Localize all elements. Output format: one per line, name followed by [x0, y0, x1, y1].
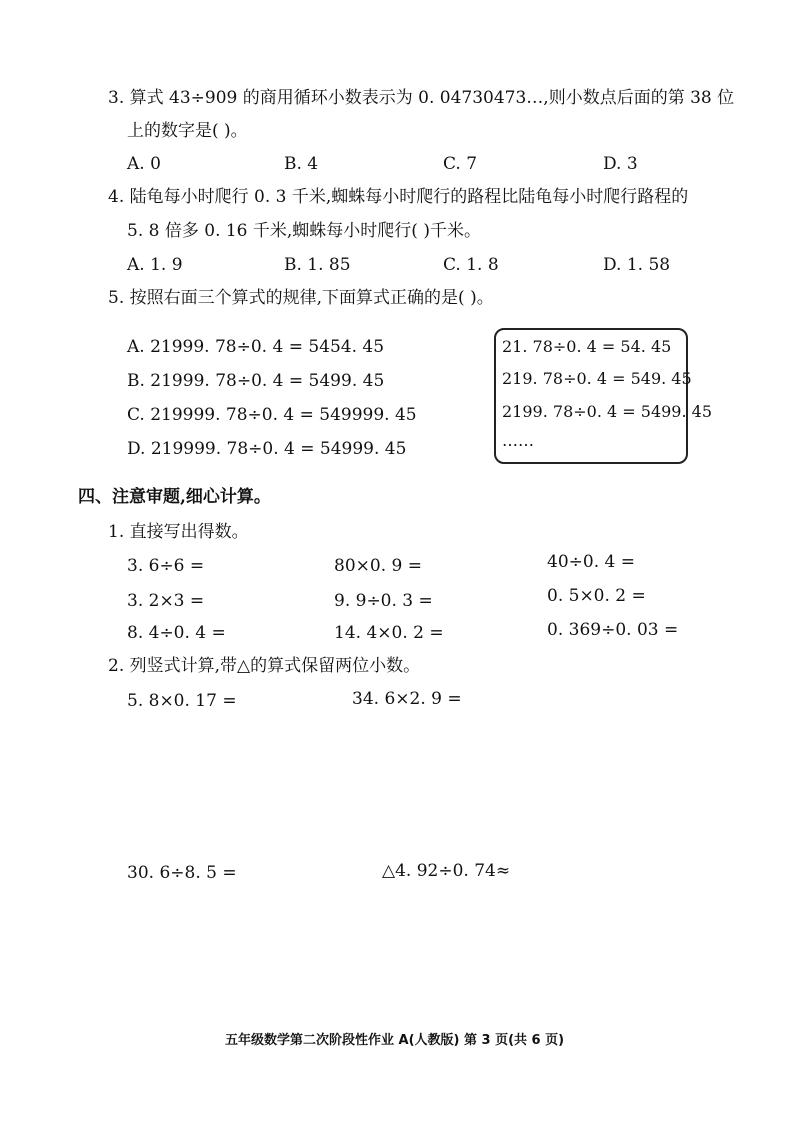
q4-text-line2: 5. 8 倍多 0. 16 千米,蜘蛛每小时爬行( )千米。: [127, 221, 481, 241]
q3-option-c[interactable]: C. 7: [443, 154, 478, 174]
pattern-line-1: 21. 78÷0. 4 = 54. 45: [502, 337, 672, 356]
vertical-calc-item: △4. 92÷0. 74≈: [382, 861, 511, 881]
q4-text-line1: 4. 陆龟每小时爬行 0. 3 千米,蜘蛛每小时爬行的路程比陆龟每小时爬行路程的: [108, 187, 689, 207]
vertical-calc-item: 30. 6÷8. 5 =: [127, 863, 237, 883]
vertical-calc-item: 5. 8×0. 17 =: [127, 691, 237, 711]
q3-option-b[interactable]: B. 4: [284, 154, 319, 174]
calc-item: 80×0. 9 =: [334, 556, 422, 576]
q4-option-c[interactable]: C. 1. 8: [443, 255, 499, 275]
q3-text-line1: 3. 算式 43÷909 的商用循环小数表示为 0. 04730473…,则小数点后面的第 38 位: [108, 88, 735, 108]
q3-option-a[interactable]: A. 0: [127, 154, 161, 174]
pattern-ellipsis: ……: [502, 431, 534, 450]
q5-option-c[interactable]: C. 219999. 78÷0. 4 = 549999. 45: [127, 405, 417, 425]
q4-option-d[interactable]: D. 1. 58: [603, 255, 671, 275]
part1-title: 1. 直接写出得数。: [108, 522, 249, 542]
q5-text: 5. 按照右面三个算式的规律,下面算式正确的是( )。: [108, 288, 494, 308]
section4-title: 四、注意审题,细心计算。: [78, 487, 271, 507]
calc-item: 14. 4×0. 2 =: [334, 623, 444, 643]
q5-option-a[interactable]: A. 21999. 78÷0. 4 = 5454. 45: [127, 337, 385, 357]
q3-option-d[interactable]: D. 3: [603, 154, 638, 174]
q4-option-b[interactable]: B. 1. 85: [284, 255, 351, 275]
calc-item: 3. 6÷6 =: [127, 556, 205, 576]
calc-item: 8. 4÷0. 4 =: [127, 623, 226, 643]
vertical-calc-item: 34. 6×2. 9 =: [352, 689, 462, 709]
q4-option-a[interactable]: A. 1. 9: [127, 255, 183, 275]
q3-text-line2: 上的数字是( )。: [127, 121, 248, 141]
page-footer: 五年级数学第二次阶段性作业 A(人教版) 第 3 页(共 6 页): [225, 1033, 565, 1048]
pattern-line-2: 219. 78÷0. 4 = 549. 45: [502, 369, 692, 388]
q5-option-b[interactable]: B. 21999. 78÷0. 4 = 5499. 45: [127, 371, 385, 391]
pattern-line-3: 2199. 78÷0. 4 = 5499. 45: [502, 402, 713, 421]
q5-pattern-box: [494, 328, 713, 464]
calc-item: 3. 2×3 =: [127, 591, 205, 611]
part2-title: 2. 列竖式计算,带△的算式保留两位小数。: [108, 656, 421, 676]
calc-item: 0. 5×0. 2 =: [547, 586, 646, 606]
calc-item: 9. 9÷0. 3 =: [334, 591, 433, 611]
q5-option-d[interactable]: D. 219999. 78÷0. 4 = 54999. 45: [127, 439, 407, 459]
calc-item: 0. 369÷0. 03 =: [547, 620, 679, 640]
calc-item: 40÷0. 4 =: [547, 552, 635, 572]
